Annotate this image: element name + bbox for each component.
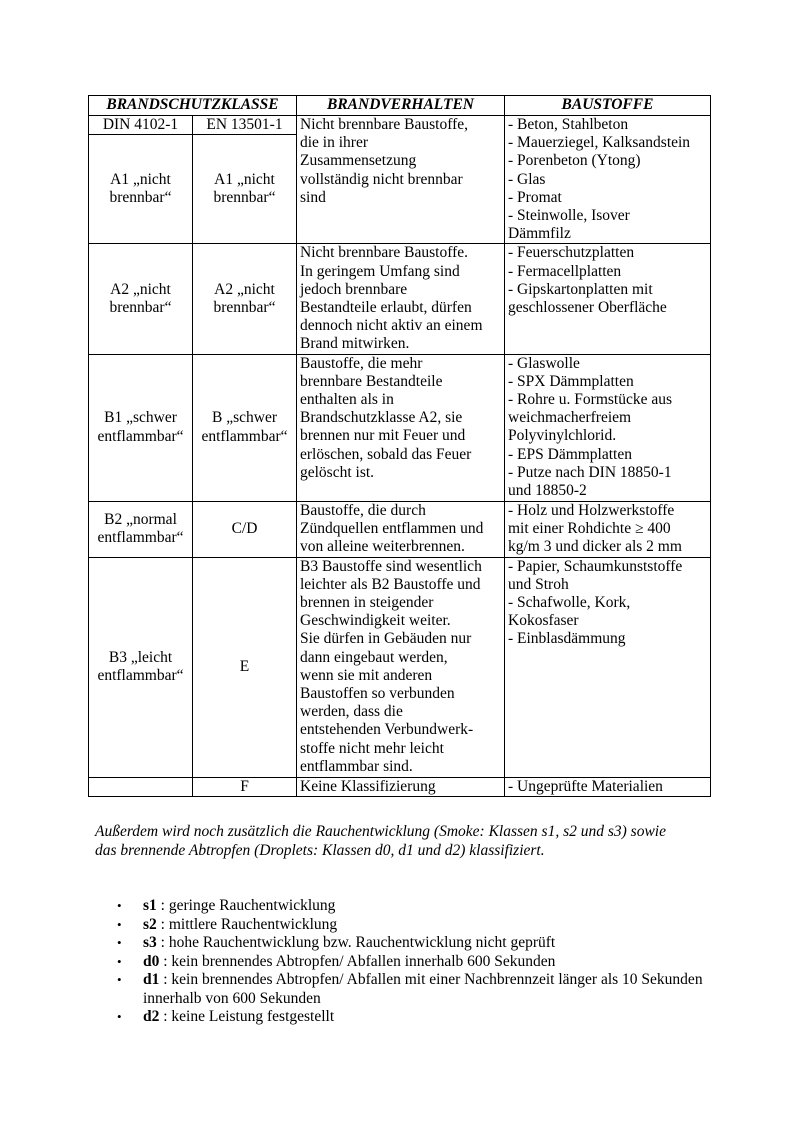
text-line: Sie dürfen in Gebäuden nur: [300, 630, 472, 648]
row-6-verhalten: [297, 777, 505, 796]
row-3-baustoffe: [505, 354, 711, 501]
list-item: [112, 971, 712, 1008]
row-1-verhalten: [297, 116, 505, 244]
list-item: [112, 934, 712, 953]
text-line: Baustoffen so verbunden: [300, 685, 455, 703]
text-line: - Rohre u. Formstücke aus: [508, 391, 673, 409]
row-3-en-class: [193, 354, 297, 501]
text-line: kg/m 3 und dicker als 2 mm: [508, 538, 682, 556]
text-line: werden, dass die: [300, 703, 403, 721]
text-line: - Promat: [508, 188, 562, 206]
text-line: - Holz und Holzwerkstoffe: [508, 501, 675, 519]
note-line-1: Außerdem wird noch zusätzlich die Rauchentwicklung (Smoke: Klassen s1, s2 und s3) sowie: [95, 823, 666, 840]
text-line: - Beton, Stahlbeton: [508, 116, 629, 133]
text-line: und Stroh: [508, 575, 569, 593]
code-description: : hohe Rauchentwicklung bzw. Rauchentwicklung nicht geprüft: [156, 934, 556, 951]
text-line: erlöschen, sobald das Feuer: [300, 445, 472, 463]
text-line: Kokosfaser: [508, 612, 579, 630]
row-2-baustoffe: [505, 244, 711, 354]
row-2-din-class: [89, 244, 193, 354]
row-1-baustoffe: [505, 116, 711, 244]
row-6-en-class: [193, 777, 297, 796]
row-5-baustoffe: [505, 557, 711, 777]
bullet-icon: •: [117, 972, 122, 987]
text-line: brennbar“: [109, 299, 172, 317]
text-line: - Gipskartonplatten mit: [508, 280, 653, 298]
code-label: d0: [143, 952, 160, 970]
text-line: wenn sie mit anderen: [300, 666, 433, 684]
row-3-verhalten: [297, 354, 505, 501]
code-label: s3: [143, 934, 157, 951]
text-line: C/D: [231, 520, 258, 538]
text-line: B1 „schwer: [104, 409, 177, 427]
header-baustoffe: BAUSTOFFE: [505, 96, 711, 116]
text-line: Bestandteile erlaubt, dürfen: [300, 299, 472, 317]
code-label: s1: [143, 897, 157, 914]
text-line: brennen nur mit Feuer und: [300, 427, 466, 445]
text-line: brennbar“: [213, 189, 276, 207]
text-line: leichter als B2 Baustoffe und: [300, 575, 481, 593]
text-line: - Fermacellplatten: [508, 262, 622, 280]
list-item: [112, 1008, 712, 1027]
text-line: Brandschutzklasse A2, sie: [300, 409, 463, 427]
text-line: brennbar“: [213, 299, 276, 317]
row-5-en-class: [193, 557, 297, 777]
table-row-b3: [89, 557, 711, 777]
text-line: dann eingebaut werden,: [300, 648, 448, 666]
code-label: s2: [143, 915, 157, 933]
text-line: - Schafwolle, Kork,: [508, 594, 631, 612]
text-line: In geringem Umfang sind: [300, 262, 460, 280]
text-line: E: [239, 658, 250, 676]
text-line: - Glaswolle: [508, 354, 580, 372]
bullet-icon: •: [117, 916, 122, 932]
text-line: - Feuerschutzplatten: [508, 244, 635, 262]
text-line: gelöscht ist.: [300, 463, 375, 481]
table-row-b2: [89, 501, 711, 557]
text-line: geschlossener Oberfläche: [508, 299, 667, 317]
table-header-row: [89, 96, 711, 116]
classification-code-list: [112, 897, 712, 1027]
text-line: Baustoffe, die durch: [300, 501, 426, 519]
bullet-icon: •: [117, 935, 122, 950]
code-description: : mittlere Rauchentwicklung: [156, 915, 338, 933]
row-4-baustoffe: [505, 501, 711, 557]
text-line: Baustoffe, die mehr: [300, 354, 423, 372]
text-line: vollständig nicht brennbar: [300, 170, 463, 188]
text-line: F: [240, 777, 249, 795]
header-brandschutzklasse: BRANDSCHUTZKLASSE: [89, 96, 297, 116]
table-row-f: [89, 777, 711, 796]
text-line: entflammbar“: [97, 667, 184, 685]
text-line: sind: [300, 188, 326, 206]
smoke-droplet-note: [95, 822, 735, 860]
text-line: Nicht brennbare Baustoffe.: [300, 244, 469, 262]
note-line-2: das brennende Abtropfen (Droplets: Klassen d0, d1 und d2) klassifiziert.: [95, 842, 545, 859]
text-line: die in ihrer: [300, 134, 369, 152]
text-line: Zündquellen entflammen und: [300, 519, 484, 537]
text-line: entflammbar“: [201, 427, 288, 445]
bullet-icon: •: [117, 898, 122, 913]
text-line: brennbar“: [109, 189, 172, 207]
text-line: - Einblasdämmung: [508, 630, 626, 648]
text-line: - Ungeprüfte Materialien: [508, 777, 663, 795]
text-line: - Steinwolle, Isover: [508, 207, 630, 225]
text-line: - EPS Dämmplatten: [508, 445, 632, 463]
table-row-a2: [89, 244, 711, 354]
row-4-en-class: [193, 501, 297, 557]
text-line: B2 „normal: [104, 510, 177, 528]
text-line: mit einer Rohdichte ≥ 400: [508, 519, 671, 537]
row-2-en-class: [193, 244, 297, 354]
bullet-icon: •: [117, 1009, 122, 1024]
text-line: weichmacherfreiem: [508, 409, 632, 427]
row-1-din-class: [89, 135, 193, 244]
text-line: brennen in steigender: [300, 594, 434, 612]
code-description: : geringe Rauchentwicklung: [156, 897, 336, 914]
row-5-din-class: [89, 557, 193, 777]
code-description: : kein brennendes Abtropfen/ Abfallen mit einer Nachbrennzeit länger als 10 Sekunden innerhalb von 600 Sekunden: [143, 971, 703, 1007]
text-line: - Glas: [508, 170, 546, 188]
text-line: Keine Klassifizierung: [300, 777, 436, 795]
row-6-baustoffe: [505, 777, 711, 796]
code-description: : keine Leistung festgestellt: [159, 1008, 335, 1025]
text-line: entstehenden Verbundwerk-: [300, 721, 474, 739]
text-line: - Mauerziegel, Kalksandstein: [508, 134, 691, 152]
table-row-b1: [89, 354, 711, 501]
code-label: d1: [143, 971, 160, 988]
text-line: B „schwer: [212, 409, 277, 427]
list-item: [112, 953, 712, 972]
row-6-din-class: [89, 777, 193, 796]
text-line: jedoch brennbare: [300, 280, 408, 298]
text-line: stoffe nicht mehr leicht: [300, 739, 444, 757]
code-label: d2: [143, 1008, 160, 1025]
fire-class-table: [88, 95, 711, 797]
code-description: : kein brennendes Abtropfen/ Abfallen innerhalb 600 Sekunden: [159, 952, 556, 970]
text-line: Polyvinylchlorid.: [508, 427, 617, 445]
text-line: - Putze nach DIN 18850-1: [508, 463, 672, 481]
text-line: - SPX Dämmplatten: [508, 372, 634, 390]
text-line: und 18850-2: [508, 482, 587, 500]
text-line: - Porenbeton (Ytong): [508, 152, 641, 170]
text-line: A2 „nicht: [110, 280, 171, 298]
row-1-en-class: [193, 135, 297, 244]
row-4-verhalten: [297, 501, 505, 557]
row-3-din-class: [89, 354, 193, 501]
header-brandverhalten: BRANDVERHALTEN: [297, 96, 505, 116]
text-line: brennbare Bestandteile: [300, 372, 443, 390]
text-line: Zusammensetzung: [300, 152, 417, 170]
list-item: [112, 916, 712, 935]
list-item: [112, 897, 712, 916]
text-line: Geschwindigkeit weiter.: [300, 612, 451, 630]
text-line: A2 „nicht: [214, 280, 275, 298]
text-line: dennoch nicht aktiv an einem: [300, 317, 483, 335]
text-line: entflammbar sind.: [300, 757, 413, 775]
text-line: A1 „nicht: [110, 171, 171, 189]
text-line: entflammbar“: [97, 427, 184, 445]
bullet-icon: •: [117, 953, 122, 969]
subheader-din: DIN 4102-1: [89, 116, 193, 135]
row-4-din-class: [89, 501, 193, 557]
text-line: B3 „leicht: [108, 648, 173, 666]
text-line: Brand mitwirken.: [300, 335, 410, 353]
text-line: B3 Baustoffe sind wesentlich: [300, 557, 482, 575]
row-2-verhalten: [297, 244, 505, 354]
subheader-en: EN 13501-1: [193, 116, 297, 135]
text-line: enthalten als in: [300, 391, 394, 409]
text-line: Nicht brennbare Baustoffe,: [300, 116, 469, 133]
table-subheader-row: [89, 116, 711, 135]
text-line: Dämmfilz: [508, 225, 571, 243]
text-line: von alleine weiterbrennen.: [300, 538, 465, 556]
text-line: entflammbar“: [97, 529, 184, 547]
row-5-verhalten: [297, 557, 505, 777]
text-line: - Papier, Schaumkunststoffe: [508, 557, 683, 575]
text-line: A1 „nicht: [214, 171, 275, 189]
